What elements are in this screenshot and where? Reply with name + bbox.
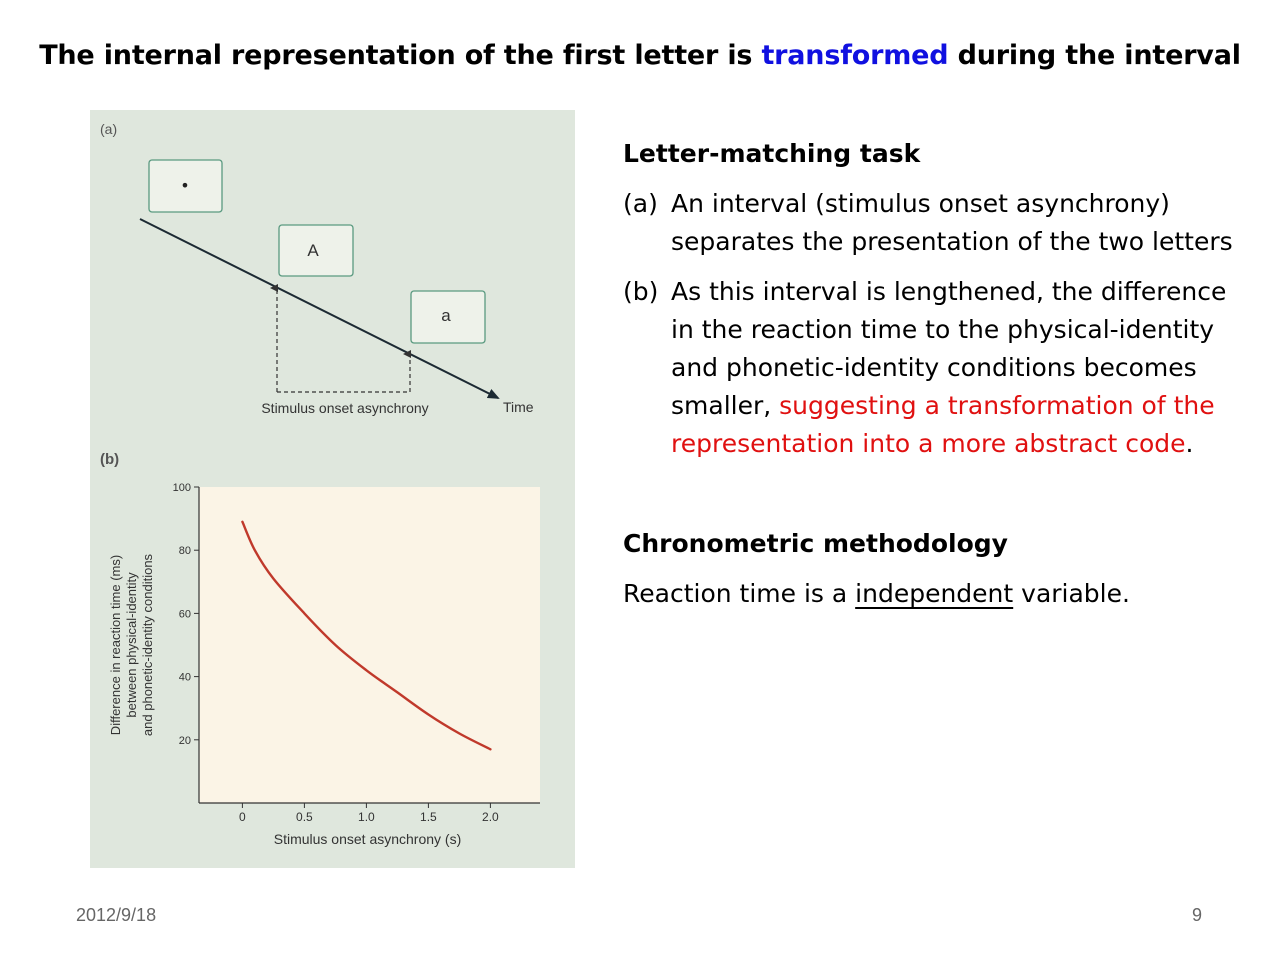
figure — [90, 110, 575, 868]
y-tick-label: 60 — [178, 608, 191, 621]
slide-title: The internal representation of the first letter is transformed during the interval — [39, 40, 1241, 71]
letter-a-upper: A — [307, 241, 319, 260]
plot-background — [199, 487, 540, 803]
x-tick-label: 1.5 — [420, 810, 437, 824]
item-b-period: . — [1185, 429, 1194, 458]
y-axis-label-line: Difference in reaction time (ms) — [108, 554, 123, 736]
item-b-highlight: suggesting a transformation of the representation into a more abstract code — [671, 391, 1215, 458]
item-b-label: (b) — [623, 277, 659, 306]
heading-chronometric: Chronometric methodology — [623, 529, 1008, 558]
y-tick-label: 20 — [178, 734, 191, 747]
figure-svg — [90, 110, 575, 868]
right-text — [623, 135, 1243, 613]
y-tick-label: 100 — [172, 482, 191, 494]
item-b-text: As this interval is lengthened, the difference in the reaction time to the physical-identity and phonetic-identity conditions becomes smaller, — [671, 277, 1227, 420]
x-axis-label: Stimulus onset asynchrony (s) — [273, 831, 462, 847]
item-a-text: An interval (stimulus onset asynchrony) separates the presentation of the two letters — [671, 189, 1233, 256]
rt-statement — [623, 575, 1243, 613]
letter-a-lower: a — [441, 306, 451, 325]
item-a-label: (a) — [623, 189, 658, 218]
time-label: Time — [503, 399, 534, 415]
x-tick-label: 2.0 — [482, 810, 499, 824]
item-a — [623, 185, 1243, 261]
panel-b-label: (b) — [100, 451, 120, 468]
statement-blank: independent — [855, 579, 1014, 608]
heading-letter-matching: Letter-matching task — [623, 139, 921, 168]
statement-pre: Reaction time is a — [623, 579, 856, 608]
y-tick-label: 80 — [178, 545, 191, 558]
item-b — [623, 273, 1243, 463]
page-number: 9 — [1192, 905, 1203, 925]
title-highlight: transformed — [761, 40, 949, 71]
soa-label: Stimulus onset asynchrony — [261, 400, 429, 416]
panel-a-label: (a) — [100, 121, 118, 137]
x-tick-label: 1.0 — [358, 810, 375, 824]
fixation-dot: • — [180, 176, 190, 195]
x-tick-label: 0.5 — [296, 810, 313, 824]
y-axis-label-line: between physical-identity — [124, 572, 139, 718]
statement-post: variable. — [1013, 579, 1130, 608]
y-tick-label: 40 — [178, 671, 191, 684]
x-tick-label: 0 — [239, 810, 246, 824]
footer-date: 2012/9/18 — [76, 905, 157, 925]
y-axis-label-line: and phonetic-identity conditions — [140, 553, 155, 737]
